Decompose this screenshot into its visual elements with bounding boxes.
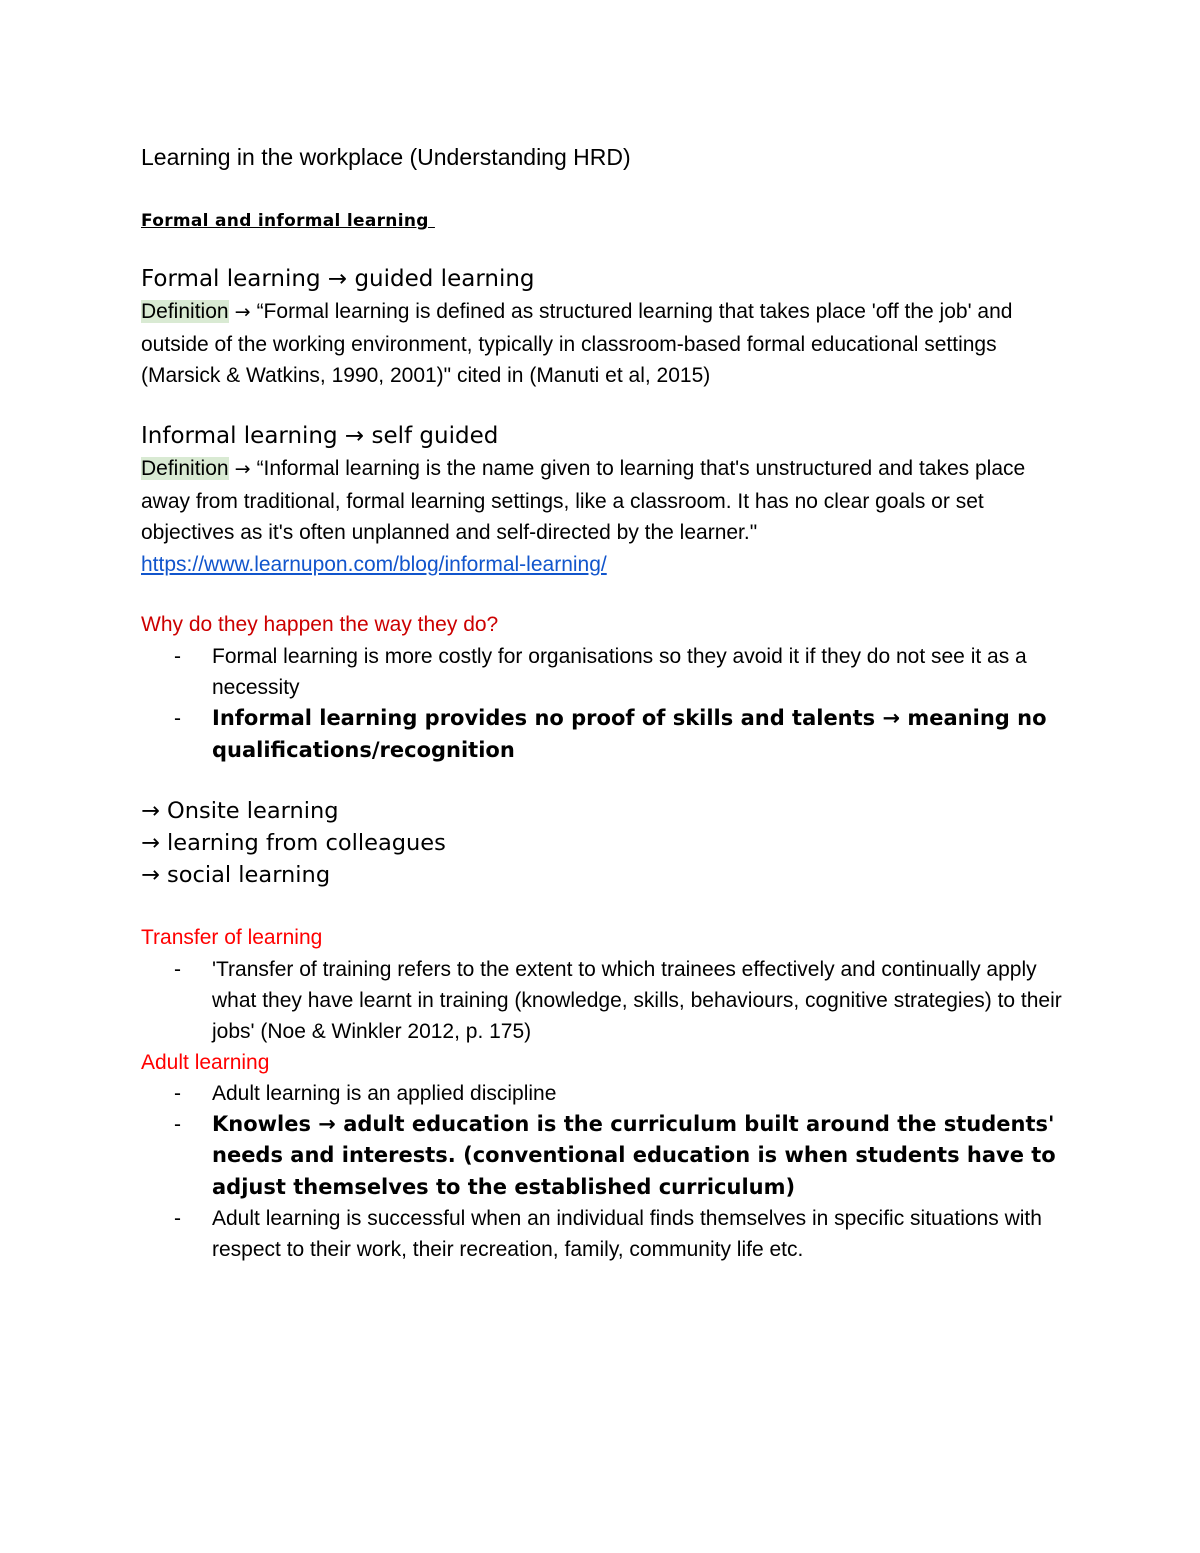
informal-learning-heading: Informal learning → self guided xyxy=(141,423,499,449)
dash-bullet: - xyxy=(174,1206,181,1230)
list-item xyxy=(141,703,1071,765)
list-item xyxy=(141,1203,1071,1265)
arrow-item-onsite: → Onsite learning xyxy=(141,798,339,824)
list-item xyxy=(141,1078,1071,1109)
informal-definition-paragraph xyxy=(141,453,1071,580)
adult-list xyxy=(141,1078,1071,1265)
document-title: Learning in the workplace (Understanding HRD) xyxy=(141,144,631,170)
formal-learning-heading: Formal learning → guided learning xyxy=(141,266,535,292)
list-item-text: Adult learning is an applied discipline xyxy=(212,1082,557,1105)
arrow-glyph: → xyxy=(228,458,257,480)
why-list xyxy=(141,641,1071,766)
list-item-text: Informal learning provides no proof of skills and talents → meaning no qualifications/recognition xyxy=(212,706,1047,762)
arrow-glyph: → xyxy=(228,301,257,323)
list-item xyxy=(141,1109,1071,1203)
dash-bullet: - xyxy=(174,1082,181,1105)
formal-definition-text: “Formal learning is defined as structured learning that takes place 'off the job' and outside of the working environment, typically in classroom-based formal educational settings (Marsick & Watkins, 1990, 2001)" cited in (Manuti et al, 2015) xyxy=(141,300,1013,387)
dash-bullet: - xyxy=(174,1113,181,1137)
informal-learning-link[interactable]: https://www.learnupon.com/blog/informal-learning/ xyxy=(141,552,607,576)
definition-label: Definition xyxy=(141,457,229,480)
dash-bullet: - xyxy=(174,707,181,731)
arrow-item-social: → social learning xyxy=(141,862,331,888)
adult-learning-heading: Adult learning xyxy=(141,1051,270,1074)
list-item-text: Adult learning is successful when an individual finds themselves in specific situations with respect to their work, their recreation, family, community life etc. xyxy=(212,1206,1042,1262)
informal-definition-text: “Informal learning is the name given to learning that's unstructured and takes place away from traditional, formal learning settings, like a classroom. It has no clear goals or set objectives as it's often unplanned and self-directed by the learner." xyxy=(141,457,1026,544)
arrow-item-colleagues: → learning from colleagues xyxy=(141,830,446,856)
transfer-list xyxy=(141,954,1071,1048)
dash-bullet: - xyxy=(174,645,181,668)
list-item xyxy=(141,641,1071,703)
list-item xyxy=(141,954,1071,1048)
list-item-text: Formal learning is more costly for organisations so they avoid it if they do not see it as a necessity xyxy=(212,645,1027,700)
formal-definition-paragraph xyxy=(141,296,1071,392)
arrow-list xyxy=(141,795,446,891)
list-item-text: 'Transfer of training refers to the extent to which trainees effectively and continually apply what they have learnt in training (knowledge, skills, behaviours, cognitive strategies) to their jobs' (Noe & Winkler 2012, p. 175) xyxy=(212,958,1062,1044)
why-heading: Why do they happen the way they do? xyxy=(141,613,499,636)
transfer-heading: Transfer of learning xyxy=(141,926,323,949)
definition-label: Definition xyxy=(141,300,229,323)
section-heading: Formal and informal learning xyxy=(141,211,435,231)
list-item-text: Knowles → adult education is the curriculum built around the students' needs and interests. (conventional education is when students have to adjust themselves to the established curriculum) xyxy=(212,1112,1056,1199)
dash-bullet: - xyxy=(174,958,181,981)
